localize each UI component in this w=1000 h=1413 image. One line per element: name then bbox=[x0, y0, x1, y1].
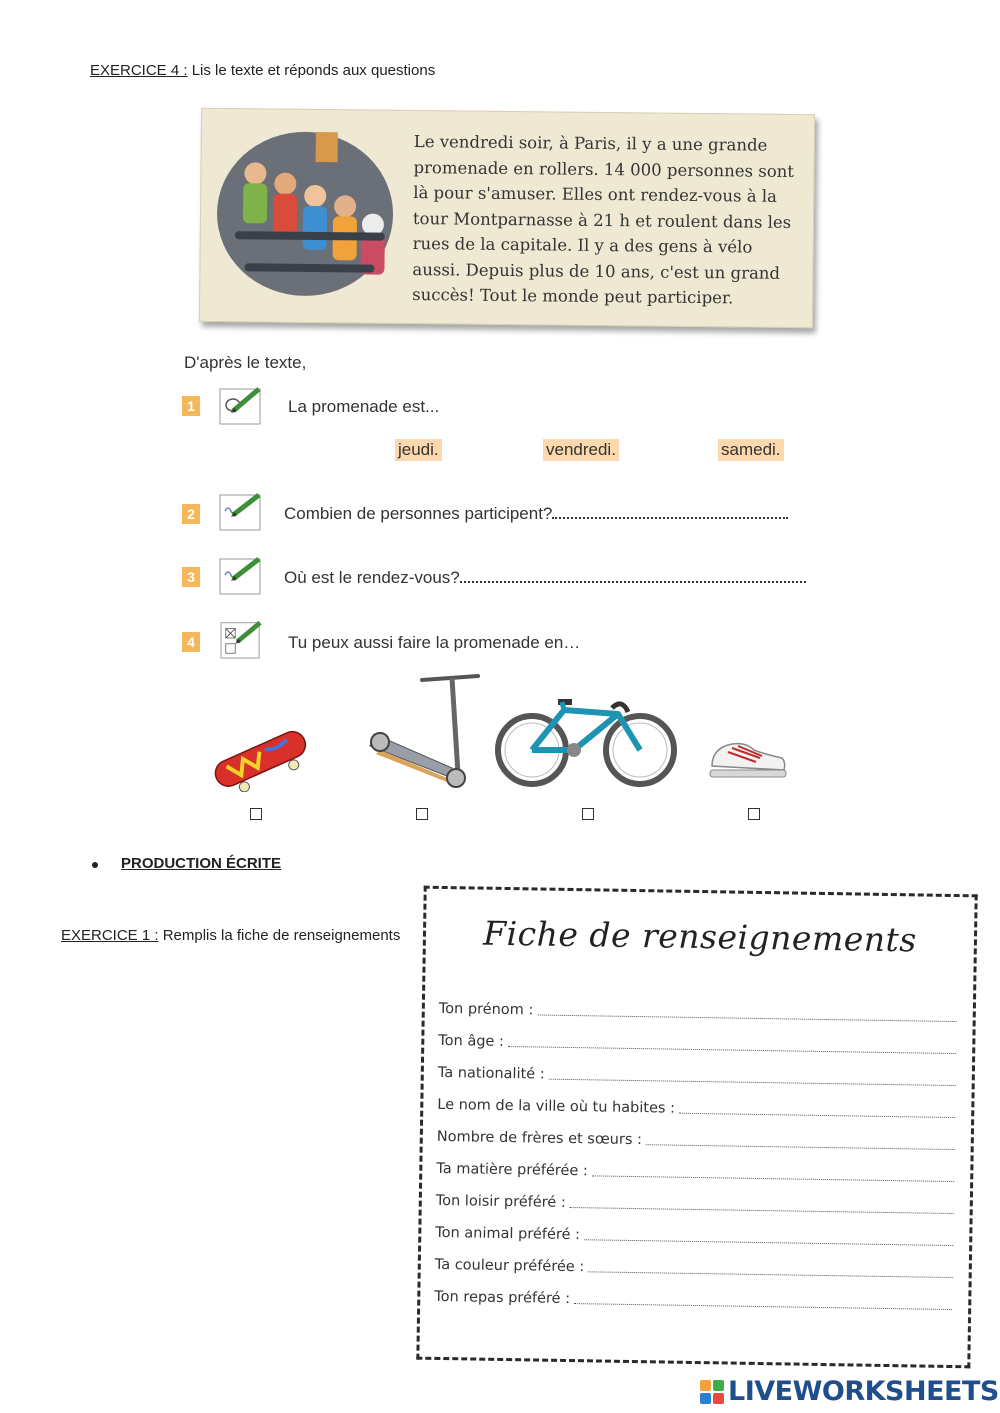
bicycle-icon bbox=[494, 688, 678, 792]
question-1-number: 1 bbox=[182, 396, 200, 416]
production-heading: PRODUCTION ÉCRITE bbox=[121, 855, 282, 872]
fiche-label: Ta nationalité : bbox=[437, 1064, 545, 1083]
fiche-line[interactable] bbox=[508, 1046, 956, 1054]
fiche-line[interactable] bbox=[592, 1175, 954, 1182]
fiche-line[interactable] bbox=[646, 1144, 955, 1150]
question-3-number: 3 bbox=[182, 567, 200, 587]
fiche-line[interactable] bbox=[679, 1113, 955, 1118]
questions-intro: D'après le texte, bbox=[184, 353, 307, 372]
tick-pencil-icon bbox=[219, 617, 263, 659]
exercise-4-heading bbox=[90, 62, 435, 79]
checkbox-skateboard[interactable] bbox=[250, 808, 262, 820]
scooter-icon bbox=[366, 670, 484, 794]
reading-card bbox=[199, 108, 815, 328]
fiche-line[interactable] bbox=[570, 1207, 954, 1214]
answer-2-line[interactable] bbox=[552, 513, 788, 519]
fiche-field-age[interactable] bbox=[438, 1025, 956, 1057]
liveworksheets-logo-icon bbox=[700, 1380, 724, 1404]
liveworksheets-logo bbox=[700, 1376, 999, 1407]
answer-3-line[interactable] bbox=[460, 577, 806, 583]
option-samedi[interactable]: samedi. bbox=[718, 439, 784, 461]
checkbox-bicycle[interactable] bbox=[582, 808, 594, 820]
sneaker-icon bbox=[708, 736, 788, 782]
rollers-crowd-illustration-icon bbox=[214, 123, 402, 297]
fiche-line[interactable] bbox=[588, 1271, 953, 1278]
question-1-text: La promenade est... bbox=[288, 397, 440, 416]
reading-passage: Le vendredi soir, à Paris, il y a une grande promenade en rollers. 14 000 personnes sont là pour s'amuser. Elles ont rendez-vous à la tour Montparnasse à 21 h et roulent dans les rues de la capitale. Il y a des gens à vélo aussi. Depuis plus de 10 ans, c'est un grand succès! Tout le monde peut participer. bbox=[412, 132, 795, 308]
question-4-number: 4 bbox=[182, 632, 200, 652]
option-jeudi[interactable]: jeudi. bbox=[395, 439, 442, 461]
fiche-label: Ta couleur préférée : bbox=[434, 1256, 585, 1276]
checkbox-scooter[interactable] bbox=[416, 808, 428, 820]
fiche-line[interactable] bbox=[584, 1239, 953, 1246]
exercise-1-instruction: Remplis la fiche de renseignements bbox=[162, 927, 401, 944]
brand-name: LIVEWORKSHEETS bbox=[728, 1376, 999, 1407]
fiche-field-couleur[interactable] bbox=[435, 1249, 953, 1281]
option-vendredi[interactable]: vendredi. bbox=[543, 439, 619, 461]
circle-pencil-icon bbox=[219, 383, 263, 425]
fiche-field-loisir[interactable] bbox=[436, 1185, 954, 1217]
fiche-line[interactable] bbox=[574, 1303, 952, 1310]
fiche-field-matiere[interactable] bbox=[436, 1153, 954, 1185]
exercise-4-label: EXERCICE 4 : bbox=[90, 62, 188, 79]
question-3-label: Où est le rendez-vous? bbox=[284, 568, 460, 587]
question-2-label: Combien de personnes participent? bbox=[284, 504, 553, 523]
fiche-field-freres-soeurs[interactable] bbox=[437, 1121, 955, 1153]
fiche-title: Fiche de renseignements bbox=[482, 913, 918, 960]
write-pencil-icon bbox=[219, 489, 263, 531]
fiche-field-animal[interactable] bbox=[435, 1217, 953, 1249]
fiche-field-prenom[interactable] bbox=[439, 993, 957, 1025]
fiche-label: Ton âge : bbox=[438, 1032, 505, 1050]
question-2-number: 2 bbox=[182, 504, 200, 524]
question-3-text bbox=[284, 568, 806, 588]
exercise-4-instruction: Lis le texte et réponds aux questions bbox=[191, 62, 436, 79]
skateboard-icon bbox=[208, 718, 312, 792]
fiche-label: Ton loisir préféré : bbox=[435, 1192, 566, 1211]
fiche-label: Le nom de la ville où tu habites : bbox=[437, 1096, 676, 1117]
fiche-label: Nombre de frères et sœurs : bbox=[436, 1128, 643, 1149]
fiche-label: Ta matière préférée : bbox=[436, 1160, 588, 1180]
question-4-text: Tu peux aussi faire la promenade en… bbox=[288, 633, 581, 652]
fiche-line[interactable] bbox=[537, 1014, 956, 1022]
fiche-field-nationalite[interactable] bbox=[438, 1057, 956, 1089]
write-pencil-icon bbox=[219, 553, 263, 595]
exercise-1-label: EXERCICE 1 : bbox=[61, 927, 159, 944]
bullet-icon bbox=[92, 862, 98, 868]
fiche-label: Ton repas préféré : bbox=[434, 1288, 571, 1308]
exercise-1-heading bbox=[61, 927, 400, 944]
fiche-label: Ton animal préféré : bbox=[435, 1224, 581, 1244]
fiche-label: Ton prénom : bbox=[438, 1000, 534, 1019]
fiche-card bbox=[416, 886, 977, 1369]
fiche-field-repas[interactable] bbox=[434, 1281, 952, 1313]
fiche-field-ville[interactable] bbox=[437, 1089, 955, 1121]
checkbox-sneakers[interactable] bbox=[748, 808, 760, 820]
fiche-line[interactable] bbox=[549, 1079, 956, 1086]
question-2-text bbox=[284, 504, 788, 524]
